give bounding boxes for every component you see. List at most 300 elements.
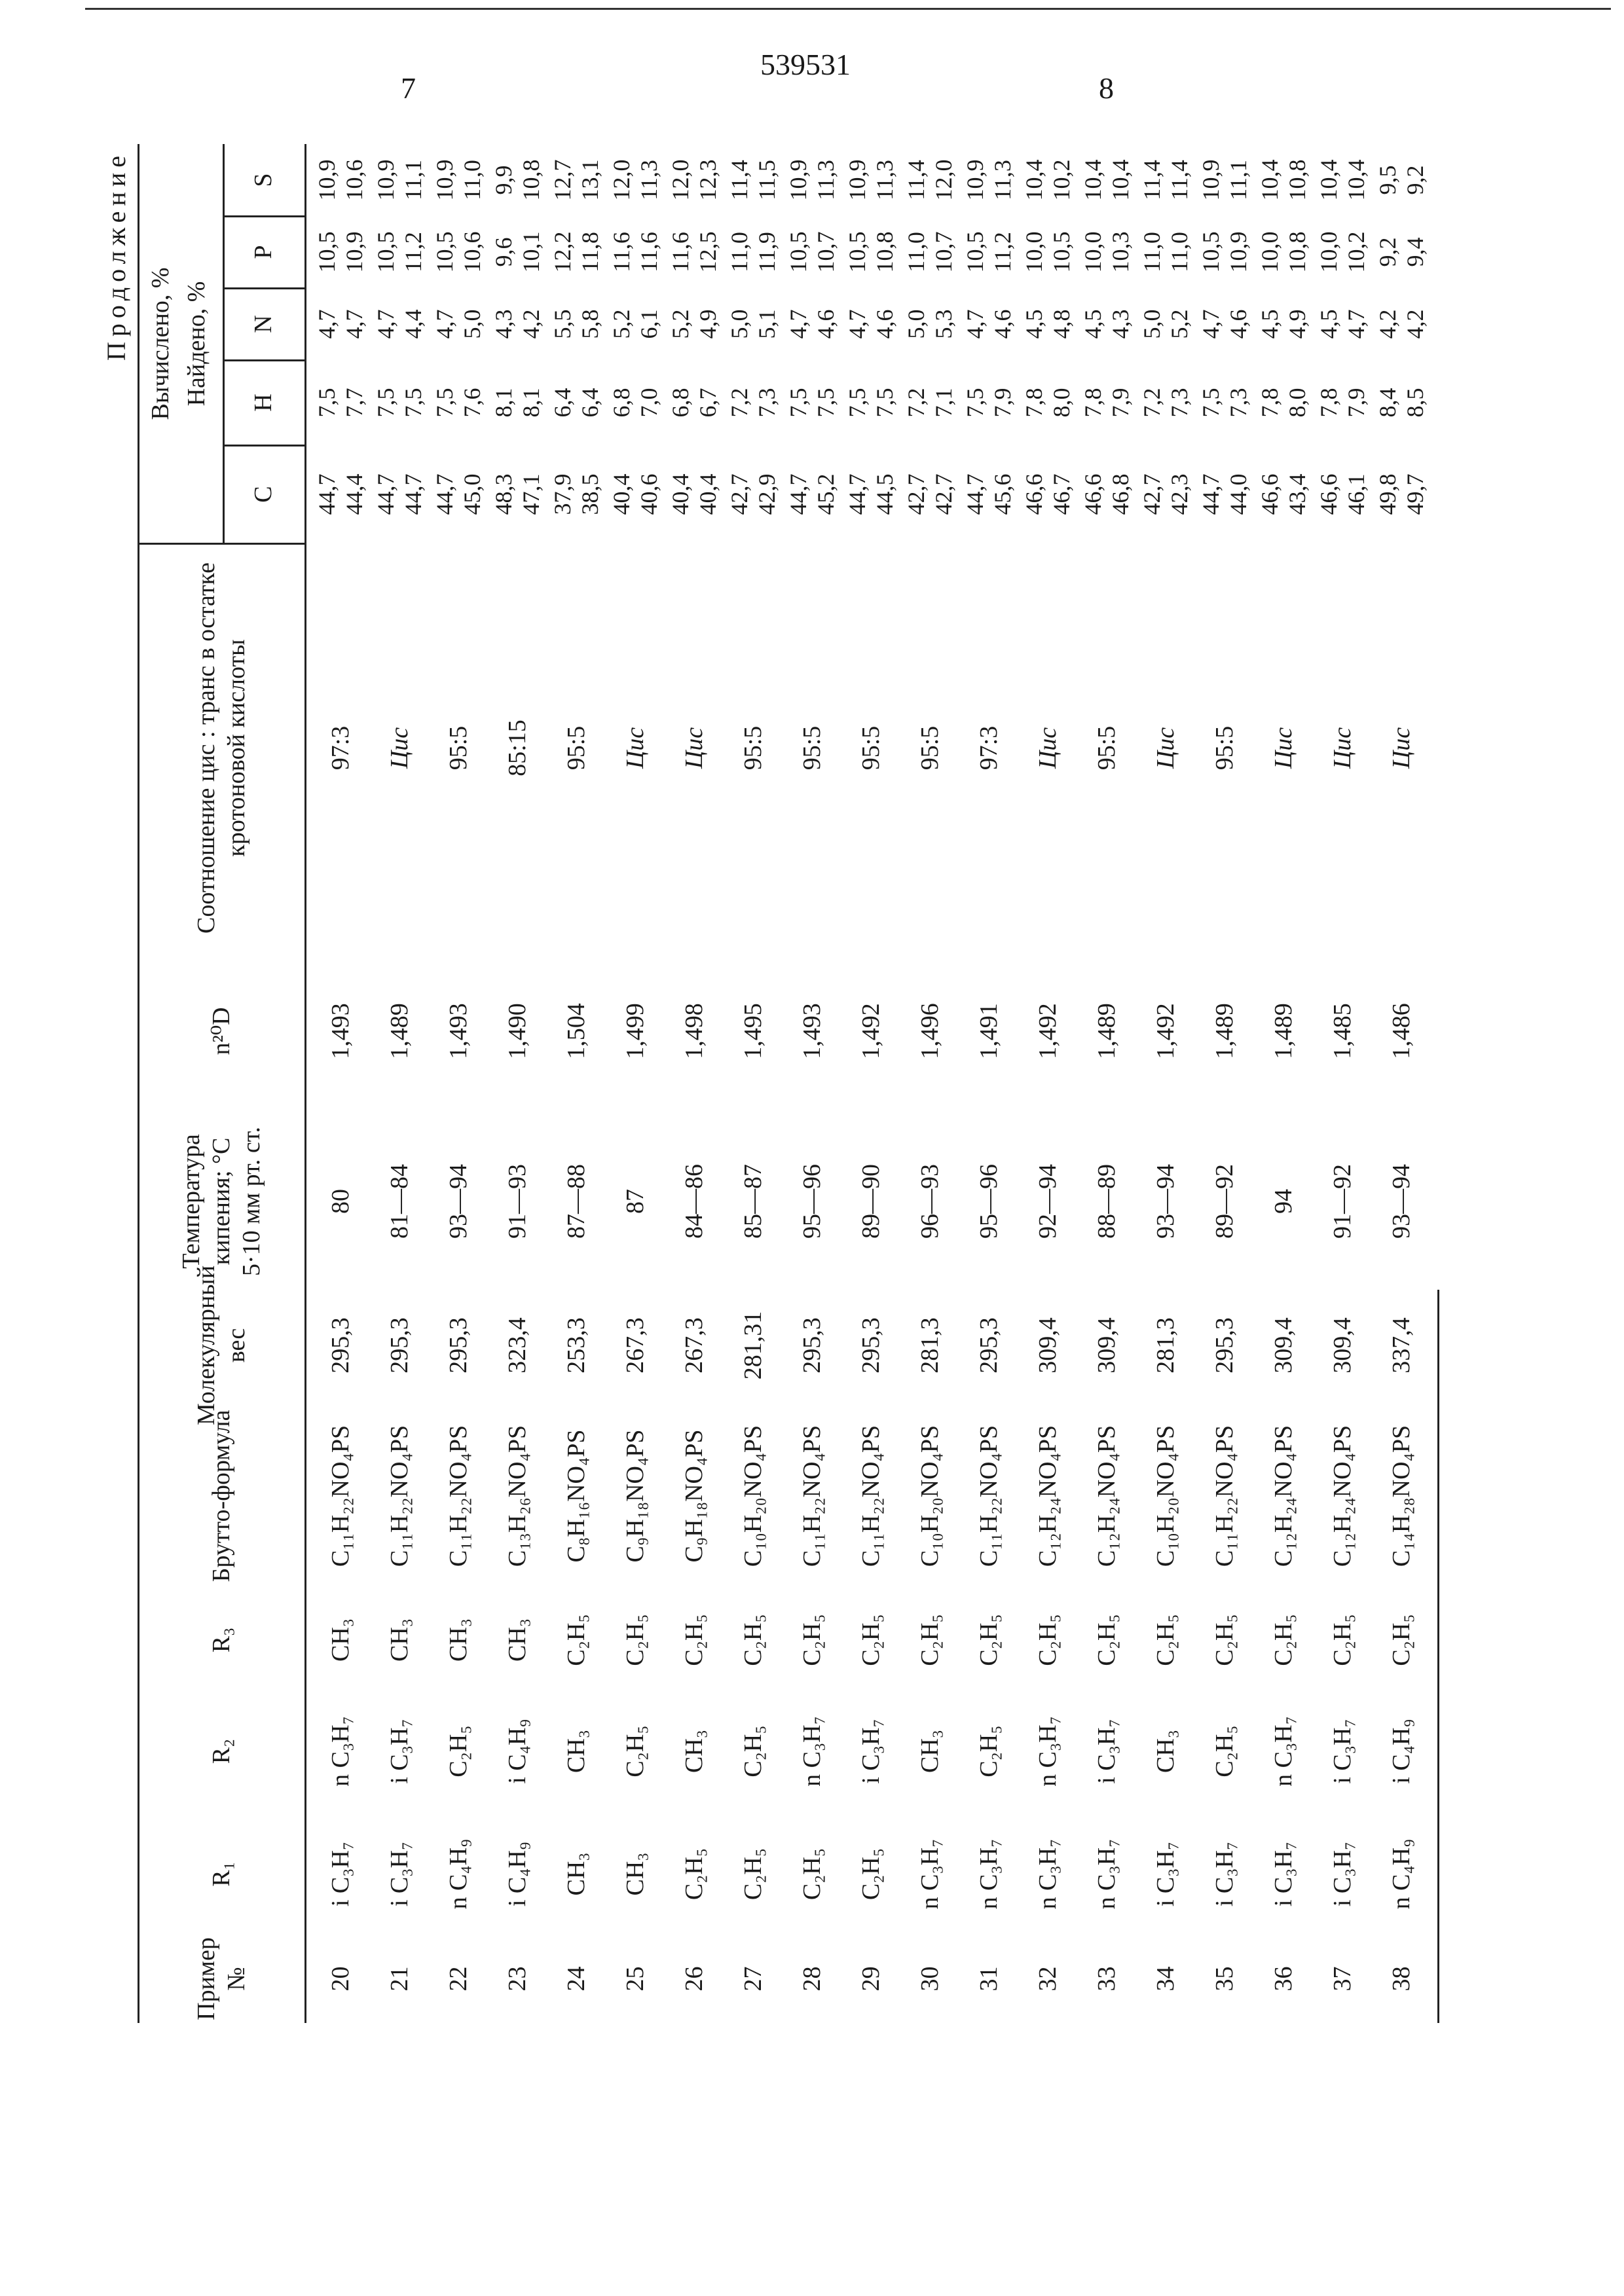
header-c: C: [249, 486, 277, 503]
cell-c-calculated: 44,7: [785, 473, 811, 515]
cell-c-pair: [311, 445, 370, 543]
cell-formula: C₁₃H₂₆NO₄PS: [504, 1425, 531, 1567]
cell-s-pair: [665, 144, 724, 216]
cell-n-calculated: 4,3: [490, 309, 517, 339]
cell-mw: 295,3: [445, 1317, 472, 1374]
cell-p-pair: [724, 216, 783, 288]
cell-n-found: 4,7: [341, 309, 367, 339]
cell-n-found: 4,3: [1107, 309, 1134, 339]
cell-h-pair: [1077, 360, 1136, 445]
cell-r1: i C₃H₇: [386, 1841, 413, 1907]
cell-c-pair: [665, 445, 724, 543]
header-n: N: [249, 315, 277, 333]
cell-formula: C₁₀H₂₀NO₄PS: [1152, 1425, 1179, 1567]
cell-p-found: 10,5: [1048, 231, 1075, 273]
cell-ratio: 97:3: [327, 725, 354, 771]
cell-s-found: 10,8: [518, 159, 544, 201]
cell-p-found: 11,2: [400, 232, 426, 272]
cell-s-found: 10,4: [1107, 159, 1134, 201]
cell-r1: i C₄H₉: [504, 1841, 531, 1907]
cell-s-pair: [606, 144, 665, 216]
cell-n-found: 4,6: [1225, 309, 1251, 339]
cell-c-found: 44,4: [341, 473, 367, 515]
cell-n-calculated: 4,7: [314, 309, 340, 339]
cell-n-pair: [1372, 288, 1431, 360]
cell-c-found: 46,8: [1107, 473, 1134, 515]
header-found: Найдено, %: [183, 281, 210, 407]
cell-mw: 323,4: [504, 1317, 531, 1374]
cell-mw: 295,3: [975, 1317, 1003, 1374]
cell-r3: C₂H₅: [798, 1614, 826, 1666]
cell-formula: C₁₁H₂₂NO₄PS: [445, 1425, 472, 1567]
cell-bp: 89—90: [857, 1164, 885, 1239]
cell-c-pair: [1313, 445, 1372, 543]
cell-n-pair: [311, 288, 370, 360]
cell-p-found: 10,3: [1107, 231, 1134, 273]
cell-c-found: 42,7: [931, 473, 957, 515]
cell-s-calculated: 10,4: [1021, 159, 1047, 201]
cell-n-calculated: 4,7: [432, 309, 458, 339]
cell-h-pair: [665, 360, 724, 445]
cell-n-calculated: 4,7: [373, 309, 399, 339]
cell-nd: 1,489: [1270, 1003, 1297, 1059]
cell-r1: C₂H₅: [739, 1848, 767, 1901]
cell-n-found: 5,1: [754, 309, 780, 339]
table-row: [665, 144, 724, 2023]
cell-bp: 80: [327, 1189, 354, 1214]
cell-c-found: 44,7: [400, 473, 426, 515]
cell-c-calculated: 44,7: [373, 473, 399, 515]
cell-r1: n C₃H₇: [1034, 1838, 1061, 1910]
cell-p-found: 10,8: [872, 231, 898, 273]
cell-n-found: 4,9: [695, 309, 721, 339]
cell-c-found: 46,7: [1048, 473, 1075, 515]
cell-h-found: 7,0: [636, 388, 662, 418]
cell-h-calculated: 8,4: [1375, 388, 1401, 418]
cell-s-found: 11,1: [400, 160, 426, 200]
cell-h-pair: [1136, 360, 1195, 445]
cell-h-found: 7,3: [754, 388, 780, 418]
cell-c-found: 43,4: [1284, 473, 1310, 515]
cell-formula: C₉H₁₈NO₄PS: [621, 1429, 649, 1563]
table-row: [783, 144, 841, 2023]
header-formula: Брутто-формула: [207, 1410, 235, 1582]
cell-bp: 93—94: [1388, 1164, 1415, 1239]
cell-h-found: 7,1: [931, 388, 957, 418]
cell-p-found: 10,6: [459, 231, 485, 273]
cell-c-calculated: 44,7: [432, 473, 458, 515]
cell-mw: 253,3: [563, 1317, 590, 1374]
cell-h-found: 7,6: [459, 388, 485, 418]
cell-r2: CH₃: [916, 1729, 944, 1774]
cell-mw: 267,3: [621, 1317, 649, 1374]
cell-p-found: 11,6: [636, 232, 662, 272]
cell-c-calculated: 49,8: [1375, 473, 1401, 515]
cell-n-pair: [1254, 288, 1313, 360]
cell-c-found: 40,4: [695, 473, 721, 515]
cell-p-found: 11,9: [754, 232, 780, 272]
cell-r1: i C₃H₇: [1329, 1841, 1356, 1907]
cell-ratio: 95:5: [445, 725, 472, 771]
cell-h-calculated: 7,5: [962, 388, 988, 418]
cell-p-found: 10,8: [1284, 231, 1310, 273]
cell-n-calculated: 5,0: [726, 309, 752, 339]
cell-p-found: 11,2: [989, 232, 1016, 272]
cell-h-calculated: 7,8: [1021, 388, 1047, 418]
cell-no: 28: [798, 1966, 826, 1992]
cell-h-found: 6,7: [695, 388, 721, 418]
cell-nd: 1,492: [857, 1003, 885, 1059]
cell-mw: 281,3: [1152, 1317, 1179, 1374]
cell-n-pair: [783, 288, 841, 360]
cell-n-pair: [959, 288, 1018, 360]
cell-n-pair: [1136, 288, 1195, 360]
cell-mw: 309,4: [1329, 1317, 1356, 1374]
cell-no: 33: [1093, 1966, 1120, 1992]
cell-no: 34: [1152, 1966, 1179, 1992]
cell-c-pair: [959, 445, 1018, 543]
cell-bp: 87: [621, 1189, 649, 1214]
cell-nd: 1,499: [621, 1003, 649, 1059]
cell-p-found: 10,7: [813, 231, 839, 273]
cell-nd: 1,495: [739, 1003, 767, 1059]
cell-r2: C₂H₅: [1211, 1725, 1238, 1777]
cell-n-found: 4,7: [1343, 309, 1369, 339]
cell-formula: C₁₁H₂₂NO₄PS: [975, 1425, 1003, 1567]
cell-formula: C₁₂H₂₄NO₄PS: [1093, 1425, 1120, 1567]
cell-n-pair: [370, 288, 429, 360]
cell-c-pair: [1018, 445, 1077, 543]
cell-c-found: 42,3: [1166, 473, 1192, 515]
cell-n-pair: [547, 288, 606, 360]
cell-s-pair: [1313, 144, 1372, 216]
cell-h-calculated: 6,8: [608, 388, 635, 418]
cell-no: 37: [1329, 1966, 1356, 1992]
cell-nd: 1,493: [445, 1003, 472, 1059]
cell-p-calculated: 9,6: [490, 237, 517, 267]
cell-mw: 267,3: [680, 1317, 708, 1374]
cell-r3: C₂H₅: [1270, 1614, 1297, 1666]
cell-bp: 89—92: [1211, 1164, 1238, 1239]
cell-h-calculated: 7,5: [844, 388, 870, 418]
cell-nd: 1,489: [1093, 1003, 1120, 1059]
cell-c-found: 42,9: [754, 473, 780, 515]
cell-p-pair: [547, 216, 606, 288]
cell-p-found: 9,4: [1402, 237, 1428, 267]
table-row: [900, 144, 959, 2023]
cell-r2: C₂H₅: [445, 1725, 472, 1777]
cell-h-pair: [783, 360, 841, 445]
cell-nd: 1,493: [798, 1003, 826, 1059]
cell-h-calculated: 6,8: [667, 388, 693, 418]
cell-c-pair: [370, 445, 429, 543]
cell-s-pair: [488, 144, 547, 216]
cell-s-pair: [370, 144, 429, 216]
cell-n-calculated: 5,5: [549, 309, 576, 339]
cell-r3: CH₃: [504, 1618, 531, 1662]
cell-s-calculated: 10,9: [432, 159, 458, 201]
cell-s-pair: [547, 144, 606, 216]
cell-mw: 309,4: [1093, 1317, 1120, 1374]
cell-n-pair: [1195, 288, 1254, 360]
cell-bp: 88—89: [1093, 1164, 1120, 1239]
cell-p-pair: [429, 216, 488, 288]
cell-n-calculated: 4,5: [1080, 309, 1106, 339]
header-mol-weight: Молекулярный вес: [192, 1265, 250, 1426]
cell-nd: 1,489: [386, 1003, 413, 1059]
cell-h-found: 6,4: [577, 388, 603, 418]
cell-bp: 94: [1270, 1189, 1297, 1214]
cell-p-pair: [311, 216, 370, 288]
cell-bp: 84—86: [680, 1164, 708, 1239]
cell-h-pair: [1018, 360, 1077, 445]
cell-nd: 1,492: [1152, 1003, 1179, 1059]
cell-c-calculated: 42,7: [726, 473, 752, 515]
cell-s-pair: [1195, 144, 1254, 216]
cell-s-found: 11,3: [813, 160, 839, 200]
cell-n-calculated: 5,2: [667, 309, 693, 339]
cell-p-calculated: 10,5: [314, 231, 340, 273]
cell-no: 36: [1270, 1966, 1297, 1992]
cell-r2: i C₃H₇: [857, 1719, 885, 1784]
cell-ratio: Цис: [386, 727, 413, 769]
cell-no: 24: [563, 1966, 590, 1992]
cell-s-pair: [783, 144, 841, 216]
cell-r2: CH₃: [563, 1729, 590, 1774]
cell-r2: i C₃H₇: [1093, 1719, 1120, 1784]
cell-c-found: 45,2: [813, 473, 839, 515]
cell-bp: 92—94: [1034, 1164, 1061, 1239]
cell-h-calculated: 7,8: [1257, 388, 1283, 418]
data-table: [98, 144, 1428, 2023]
table-row: [370, 144, 429, 2023]
cell-p-calculated: 10,5: [844, 231, 870, 273]
cell-h-calculated: 7,8: [1080, 388, 1106, 418]
cell-r3: C₂H₅: [680, 1614, 708, 1666]
cell-n-found: 5,8: [577, 309, 603, 339]
cell-c-calculated: 44,7: [1198, 473, 1224, 515]
cell-n-pair: [1313, 288, 1372, 360]
cell-r1: C₂H₅: [798, 1848, 826, 1901]
cell-c-pair: [1195, 445, 1254, 543]
cell-h-pair: [488, 360, 547, 445]
cell-n-found: 5,2: [1166, 309, 1192, 339]
cell-h-pair: [959, 360, 1018, 445]
cell-bp: 91—92: [1329, 1164, 1356, 1239]
cell-p-pair: [900, 216, 959, 288]
cell-r2: i C₃H₇: [386, 1719, 413, 1784]
cell-formula: C₁₂H₂₄NO₄PS: [1034, 1425, 1061, 1567]
cell-h-found: 7,5: [872, 388, 898, 418]
cell-ratio: 95:5: [916, 725, 944, 771]
cell-p-pair: [1136, 216, 1195, 288]
cell-p-found: 10,7: [931, 231, 957, 273]
table-row: [1372, 144, 1431, 2023]
cell-p-calculated: 10,5: [1198, 231, 1224, 273]
cell-r2: n C₃H₇: [327, 1716, 354, 1787]
cell-ratio: Цис: [1270, 727, 1297, 769]
cell-r3: C₂H₅: [857, 1614, 885, 1666]
cell-c-calculated: 40,4: [608, 473, 635, 515]
cell-no: 38: [1388, 1966, 1415, 1992]
cell-n-found: 4,6: [989, 309, 1016, 339]
cell-r3: C₂H₅: [739, 1614, 767, 1666]
cell-h-found: 7,3: [1225, 388, 1251, 418]
cell-h-found: 7,9: [1343, 388, 1369, 418]
cell-p-found: 10,2: [1343, 231, 1369, 273]
cell-p-calculated: 10,0: [1080, 231, 1106, 273]
cell-s-found: 11,1: [1225, 160, 1251, 200]
cell-r1: n C₃H₇: [975, 1838, 1003, 1910]
table-row: [841, 144, 900, 2023]
cell-c-pair: [783, 445, 841, 543]
cell-no: 30: [916, 1966, 944, 1992]
cell-c-calculated: 44,7: [962, 473, 988, 515]
table-row: [959, 144, 1018, 2023]
cell-n-pair: [488, 288, 547, 360]
cell-n-calculated: 4,7: [785, 309, 811, 339]
cell-nd: 1,492: [1034, 1003, 1061, 1059]
cell-c-calculated: 42,7: [1139, 473, 1165, 515]
cell-p-calculated: 12,2: [549, 231, 576, 273]
cell-s-found: 11,3: [636, 160, 662, 200]
cell-h-found: 7,9: [1107, 388, 1134, 418]
cell-n-found: 4,8: [1048, 309, 1075, 339]
cell-n-found: 4,4: [400, 309, 426, 339]
cell-s-pair: [841, 144, 900, 216]
cell-bp: 87—88: [563, 1164, 590, 1239]
cell-r1: n C₄H₉: [445, 1838, 472, 1910]
cell-mw: 281,3: [916, 1317, 944, 1374]
cell-s-calculated: 10,9: [373, 159, 399, 201]
cell-n-found: 6,1: [636, 309, 662, 339]
header-r3: R₃: [207, 1627, 235, 1653]
cell-s-pair: [1136, 144, 1195, 216]
cell-s-pair: [1372, 144, 1431, 216]
cell-no: 23: [504, 1966, 531, 1992]
cell-s-found: 10,6: [341, 159, 367, 201]
cell-n-found: 4,2: [518, 309, 544, 339]
cell-formula: C₉H₁₈NO₄PS: [680, 1429, 708, 1563]
cell-s-found: 11,0: [459, 160, 485, 200]
cell-r2: i C₄H₉: [1388, 1719, 1415, 1784]
cell-mw: 295,3: [857, 1317, 885, 1374]
cell-r2: C₂H₅: [739, 1725, 767, 1777]
cell-r3: C₂H₅: [1093, 1614, 1120, 1666]
cell-c-calculated: 42,7: [903, 473, 929, 515]
cell-n-found: 5,0: [459, 309, 485, 339]
cell-p-calculated: 11,6: [608, 232, 635, 272]
cell-s-found: 12,0: [931, 159, 957, 201]
cell-s-found: 11,4: [1166, 160, 1192, 200]
cell-p-pair: [488, 216, 547, 288]
cell-s-pair: [900, 144, 959, 216]
header-ratio: Соотношение цис : транс в остатке кротоновой кислоты: [192, 562, 250, 934]
cell-c-found: 46,1: [1343, 473, 1369, 515]
cell-n-found: 5,3: [931, 309, 957, 339]
cell-r2: C₂H₅: [975, 1725, 1003, 1777]
cell-s-found: 11,5: [754, 160, 780, 200]
cell-s-found: 11,3: [989, 160, 1016, 200]
cell-mw: 309,4: [1034, 1317, 1061, 1374]
table-row: [547, 144, 606, 2023]
cell-formula: C₁₁H₂₂NO₄PS: [327, 1425, 354, 1567]
cell-ratio: 95:5: [798, 725, 826, 771]
cell-s-calculated: 10,9: [314, 159, 340, 201]
cell-r2: CH₃: [1152, 1729, 1179, 1774]
cell-h-calculated: 7,5: [1198, 388, 1224, 418]
cell-s-pair: [429, 144, 488, 216]
cell-n-calculated: 4,7: [844, 309, 870, 339]
page-number-right: 8: [1099, 71, 1114, 105]
cell-s-calculated: 10,9: [1198, 159, 1224, 201]
cell-n-calculated: 4,2: [1375, 309, 1401, 339]
cell-mw: 337,4: [1388, 1317, 1415, 1374]
cell-r2: C₂H₅: [621, 1725, 649, 1777]
cell-c-pair: [1077, 445, 1136, 543]
cell-mw: 281,31: [739, 1311, 767, 1380]
cell-c-pair: [841, 445, 900, 543]
table-row: [1254, 144, 1313, 2023]
cell-r1: C₂H₅: [680, 1848, 708, 1901]
cell-ratio: Цис: [1329, 727, 1356, 769]
cell-r1: i C₃H₇: [1211, 1841, 1238, 1907]
cell-s-calculated: 11,4: [903, 160, 929, 200]
cell-h-pair: [1195, 360, 1254, 445]
cell-n-calculated: 4,7: [962, 309, 988, 339]
page-number-left: 7: [401, 71, 416, 105]
cell-h-found: 7,5: [813, 388, 839, 418]
cell-n-pair: [1018, 288, 1077, 360]
cell-p-calculated: 10,5: [373, 231, 399, 273]
cell-h-calculated: 7,5: [785, 388, 811, 418]
cell-r2: n C₃H₇: [1270, 1716, 1297, 1787]
cell-p-pair: [606, 216, 665, 288]
cell-c-pair: [900, 445, 959, 543]
cell-c-found: 44,0: [1225, 473, 1251, 515]
cell-bp: 95—96: [798, 1164, 826, 1239]
cell-c-found: 45,6: [989, 473, 1016, 515]
cell-r1: i C₃H₇: [327, 1841, 354, 1907]
cell-formula: C₁₀H₂₀NO₄PS: [739, 1425, 767, 1567]
cell-nd: 1,489: [1211, 1003, 1238, 1059]
cell-s-calculated: 9,9: [490, 165, 517, 195]
cell-p-pair: [783, 216, 841, 288]
cell-h-found: 8,0: [1284, 388, 1310, 418]
cell-mw: 295,3: [327, 1317, 354, 1374]
cell-h-calculated: 7,5: [373, 388, 399, 418]
cell-c-pair: [724, 445, 783, 543]
cell-bp: 91—93: [504, 1164, 531, 1239]
cell-h-pair: [1254, 360, 1313, 445]
cell-h-calculated: 7,2: [1139, 388, 1165, 418]
cell-h-found: 7,9: [989, 388, 1016, 418]
cell-r3: CH₃: [445, 1618, 472, 1662]
cell-p-pair: [1077, 216, 1136, 288]
cell-formula: C₁₀H₂₀NO₄PS: [916, 1425, 944, 1567]
cell-p-found: 10,9: [341, 231, 367, 273]
header-refraction: n²⁰D: [207, 1007, 235, 1055]
cell-n-calculated: 5,0: [903, 309, 929, 339]
cell-n-pair: [900, 288, 959, 360]
cell-n-pair: [665, 288, 724, 360]
cell-s-pair: [311, 144, 370, 216]
cell-c-found: 38,5: [577, 473, 603, 515]
cell-h-pair: [1313, 360, 1372, 445]
cell-p-found: 10,9: [1225, 231, 1251, 273]
cell-n-found: 4,9: [1284, 309, 1310, 339]
cell-p-calculated: 10,0: [1021, 231, 1047, 273]
